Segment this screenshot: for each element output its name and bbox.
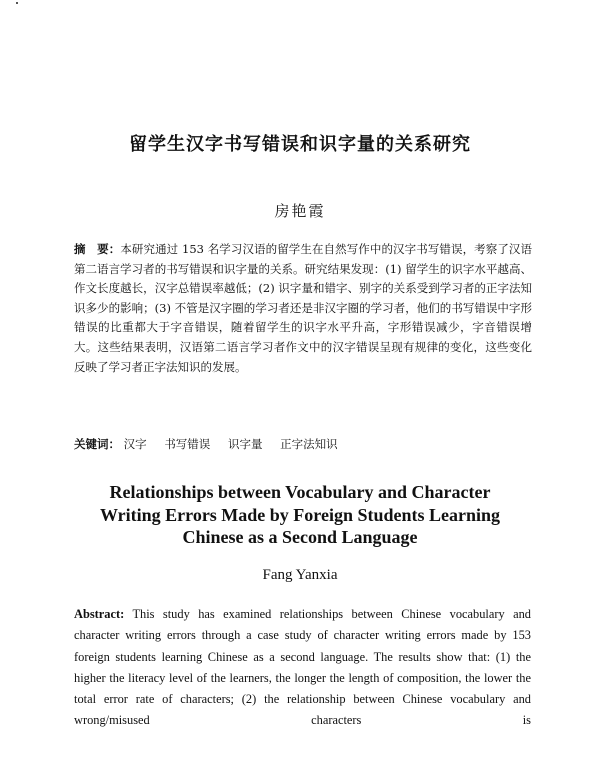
keyword-item: 识字量 <box>227 437 263 451</box>
english-abstract-label: Abstract: <box>74 607 125 621</box>
chinese-abstract <box>74 240 532 377</box>
english-title-line: Relationships between Vocabulary and Character <box>109 482 491 502</box>
chinese-abstract-text: 本研究通过 153 名学习汉语的留学生在自然写作中的汉字书写错误，考察了汉语第二语言学习者的书写错误和识字量的关系。研究结果发现：(1) 留学生的识字水平越高、作文长度越长，汉字总错误率越低；(2) 识字量和错字、别字的关系受到学习者的正字法知识多少的影响；(3) 不管是汉字圈的学习者还是非汉字圈的学习者，他们的书写错误中字形错误的比重都大于字音错误，随着留学生的识字水平升高，字形错误减少，字音错误增大。这些结果表明，汉语第二语言学习者作文中的汉字错误呈现有规律的变化，这些变化反映了学习者正字法知识的发展。 <box>74 242 532 374</box>
keyword-item: 汉字 <box>123 437 147 451</box>
english-author: Fang Yanxia <box>262 567 338 583</box>
english-title <box>0 481 600 549</box>
chinese-title: 留学生汉字书写错误和识字量的关系研究 <box>129 134 471 155</box>
scan-speck <box>16 2 18 4</box>
keyword-item: 正字法知识 <box>280 437 338 451</box>
english-abstract <box>74 604 531 732</box>
english-title-line: Writing Errors Made by Foreign Students Learning <box>99 504 501 525</box>
english-abstract-text: This study has examined relationships between Chinese vocabulary and character writing errors through a case study of character writing errors made by 153 foreign students learning Chinese as a second language. The results show that: (1) the higher the literacy level of the learners, the longer the length of composition, the lower the total error rate of characters; (2) the relationship between Chinese vocabulary and wrong/misused characters is <box>74 607 531 728</box>
chinese-keywords-label: 关键词： <box>74 437 120 451</box>
chinese-keywords <box>74 436 532 452</box>
chinese-author: 房艳霞 <box>274 202 326 220</box>
english-title-line: Chinese as a Second Language <box>182 527 418 547</box>
chinese-abstract-label: 摘 要： <box>74 242 121 256</box>
keyword-item: 书写错误 <box>164 437 211 451</box>
